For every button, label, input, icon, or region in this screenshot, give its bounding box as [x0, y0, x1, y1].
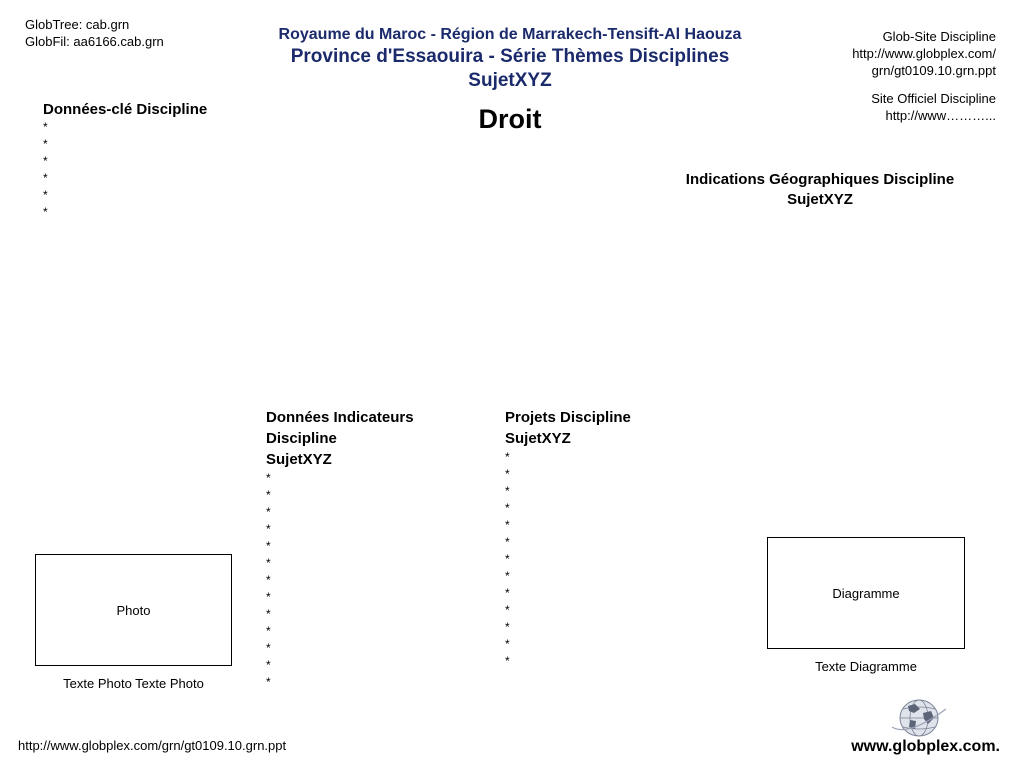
key-data-list [43, 119, 207, 221]
list-item: * [505, 654, 510, 668]
diagram-placeholder [767, 537, 965, 649]
list-item: * [266, 471, 271, 485]
list-item: * [43, 120, 48, 134]
globe-logo-icon [890, 697, 948, 739]
official-site-url[interactable]: http://www………... [885, 108, 996, 123]
glob-site-url-1[interactable]: http://www.globplex.com/ [852, 46, 996, 61]
list-item: * [43, 137, 48, 151]
subject-title: Droit [478, 104, 542, 134]
indicators-heading-1: Données Indicateurs [266, 409, 414, 426]
list-item: * [505, 603, 510, 617]
list-item: * [505, 467, 510, 481]
diagram-label: Diagramme [832, 585, 900, 601]
site-links [760, 28, 996, 124]
list-item: * [505, 535, 510, 549]
list-item: * [266, 573, 271, 587]
photo-caption: Texte Photo Texte Photo [63, 676, 204, 691]
list-item: * [266, 624, 271, 638]
list-item: * [43, 188, 48, 202]
indicators-heading-3: SujetXYZ [266, 451, 332, 468]
list-item: * [43, 205, 48, 219]
header-line-2: Province d'Essaouira - Série Thèmes Disciplines [290, 46, 730, 67]
list-item: * [505, 484, 510, 498]
official-site-label: Site Officiel Discipline [871, 91, 996, 106]
diagram-caption: Texte Diagramme [815, 659, 917, 674]
key-data-section [43, 100, 207, 221]
footer-url[interactable]: http://www.globplex.com/grn/gt0109.10.grn.ppt [18, 738, 287, 753]
header-line-3: SujetXYZ [468, 70, 552, 91]
globfil-label: GlobFil: aa6166.cab.grn [25, 34, 164, 49]
list-item: * [266, 675, 271, 689]
header-line-1: Royaume du Maroc - Région de Marrakech-Tensift-Al Haouza [278, 26, 742, 43]
list-item: * [505, 501, 510, 515]
list-item: * [266, 641, 271, 655]
geo-subheading: SujetXYZ [787, 191, 853, 208]
list-item: * [505, 620, 510, 634]
list-item: * [505, 518, 510, 532]
indicators-list [266, 470, 414, 691]
projects-heading-2: SujetXYZ [505, 430, 571, 447]
list-item: * [505, 569, 510, 583]
list-item: * [266, 590, 271, 604]
list-item: * [266, 505, 271, 519]
list-item: * [505, 637, 510, 651]
indicators-section [266, 407, 414, 691]
page-header [210, 24, 810, 93]
globtree-label: GlobTree: cab.grn [25, 17, 130, 32]
list-item: * [266, 658, 271, 672]
key-data-heading: Données-clé Discipline [43, 101, 208, 118]
list-item: * [266, 556, 271, 570]
list-item: * [43, 154, 48, 168]
list-item: * [505, 586, 510, 600]
photo-placeholder [35, 554, 232, 666]
indicators-heading-2: Discipline [266, 430, 337, 447]
projects-section [505, 407, 631, 670]
list-item: * [43, 171, 48, 185]
globtree-info [25, 16, 164, 50]
list-item: * [266, 522, 271, 536]
projects-list [505, 449, 631, 670]
list-item: * [266, 607, 271, 621]
list-item: * [266, 488, 271, 502]
geo-section [640, 170, 1000, 210]
list-item: * [266, 539, 271, 553]
footer-brand[interactable]: www.globplex.com. [851, 738, 1000, 755]
glob-site-url-2[interactable]: grn/gt0109.10.grn.ppt [871, 63, 996, 78]
projects-heading-1: Projets Discipline [505, 409, 631, 426]
photo-label: Photo [116, 602, 151, 618]
glob-site-label: Glob-Site Discipline [882, 29, 996, 44]
list-item: * [505, 552, 510, 566]
geo-heading: Indications Géographiques Discipline [685, 171, 955, 188]
list-item: * [505, 450, 510, 464]
